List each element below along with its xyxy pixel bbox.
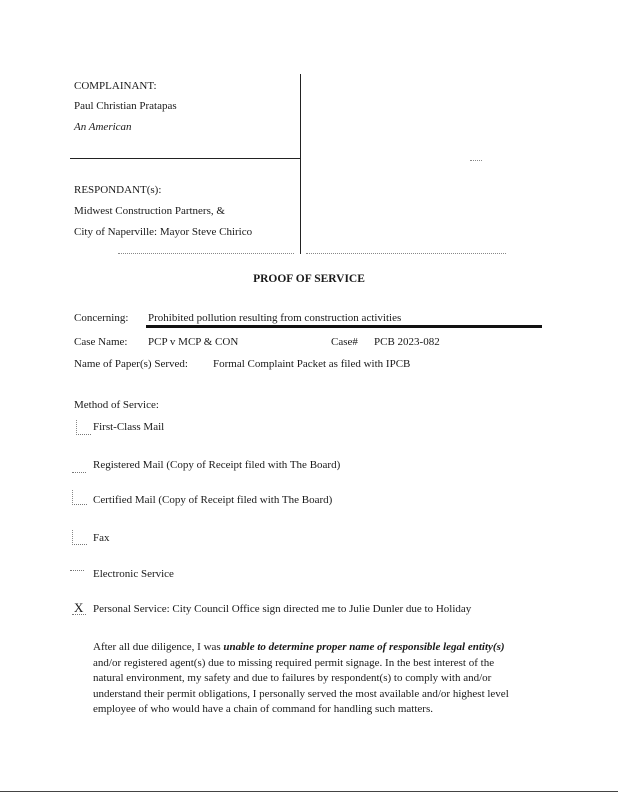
respondent-line-1: Midwest Construction Partners, &: [74, 205, 225, 217]
complainant-name: Paul Christian Pratapas: [74, 100, 177, 112]
due-diligence-statement: [93, 640, 518, 718]
papers-served-label: Name of Paper(s) Served:: [74, 358, 188, 370]
checkbox-fax[interactable]: [72, 530, 87, 545]
concerning-label: Concerning:: [74, 312, 129, 324]
checkbox-first-class-mail[interactable]: [76, 420, 91, 435]
checkbox-registered-mail[interactable]: [72, 458, 86, 473]
method-mark-checked: X: [74, 600, 84, 615]
respondent-label: RESPONDANT(s):: [74, 184, 162, 196]
case-number-value: PCB 2023-082: [374, 336, 440, 348]
respondent-line-2: City of Naperville: Mayor Steve Chirico: [74, 226, 253, 238]
checkbox-electronic-service[interactable]: [70, 556, 84, 571]
statement-text-start: After all due diligence, I was: [93, 641, 224, 653]
method-electronic-service: Electronic Service: [93, 568, 174, 580]
statement-text-end: and/or registered agent(s) due to missing required permit signage. In the best interest of the natural environment, my safety and due to failures by respondent(s) to comply with and/or understand their permit obligations, I personally served the most available and/or highest level employee of who would have a chain of command for handling such matters.: [93, 656, 509, 716]
document-title: PROOF OF SERVICE: [253, 273, 365, 285]
method-fax: Fax: [93, 532, 110, 544]
method-first-class-mail: First-Class Mail: [93, 421, 165, 433]
caption-bottom-rule-right: [306, 253, 506, 254]
complainant-description: An American: [74, 121, 132, 133]
statement-emphasis: unable to determine proper name of responsible legal entity(s): [223, 641, 505, 653]
concerning-underline: [146, 325, 542, 328]
method-of-service-label: Method of Service:: [74, 399, 159, 411]
method-personal-service: Personal Service: City Council Office sign directed me to Julie Dunler due to Holiday: [93, 603, 472, 615]
complainant-label: COMPLAINANT:: [74, 80, 157, 92]
caption-bottom-rule-left: [118, 253, 294, 254]
case-name-value: PCP v MCP & CON: [148, 336, 239, 348]
method-registered-mail: Registered Mail (Copy of Receipt filed with The Board): [93, 459, 341, 471]
concerning-value: Prohibited pollution resulting from construction activities: [148, 312, 402, 324]
papers-served-value: Formal Complaint Packet as filed with IPCB: [213, 358, 411, 370]
case-number-label: Case#: [331, 336, 358, 348]
caption-divider-vertical: [300, 74, 301, 254]
method-certified-mail: Certified Mail (Copy of Receipt filed with The Board): [93, 494, 333, 506]
case-name-label: Case Name:: [74, 336, 128, 348]
checkbox-certified-mail[interactable]: [72, 490, 87, 505]
page-bottom-edge: [0, 791, 618, 792]
caption-divider-horizontal: [70, 158, 301, 159]
scan-artifact: [470, 160, 482, 161]
